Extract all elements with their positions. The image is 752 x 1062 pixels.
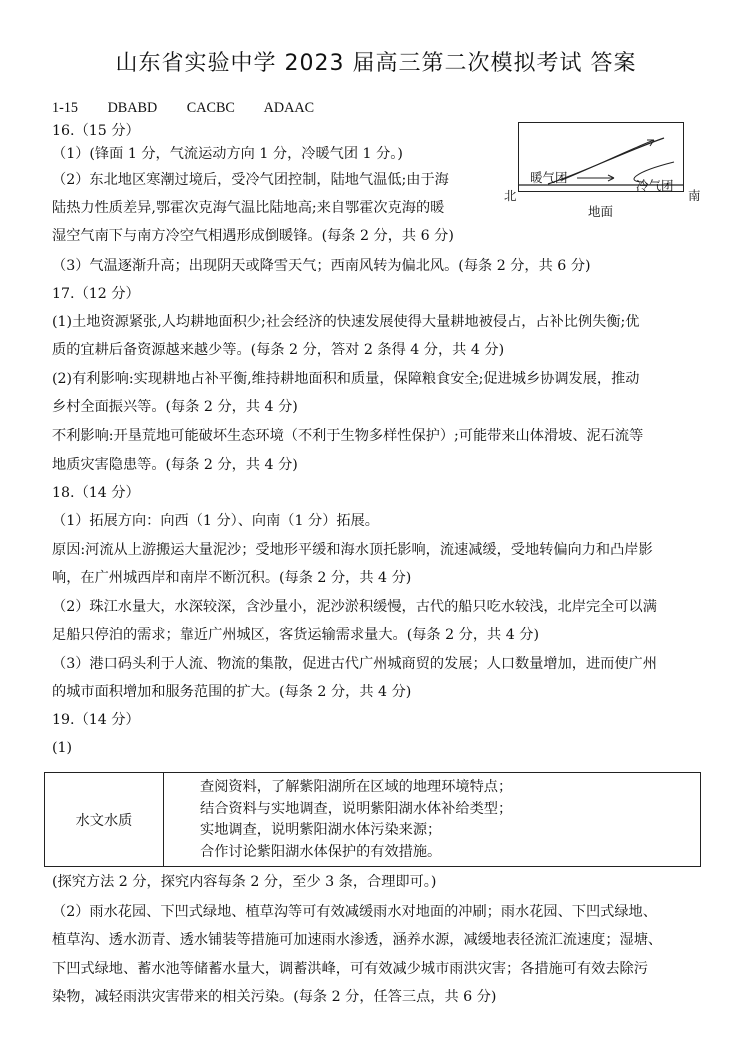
q18-line-1: （1）拓展方向：向西（1 分）、向南（1 分）拓展。: [52, 513, 379, 529]
inquiry-table: [44, 772, 701, 867]
q19-line-4: 染物，减轻雨洪灾害带来的相关污染。(每条 2 分，任答三点，共 6 分): [52, 989, 497, 1005]
q16-line-4: 湿空气南下与南方冷空气相遇形成倒暖锋。(每条 2 分，共 6 分): [52, 228, 454, 244]
q19-note: (探究方法 2 分，探究内容每条 2 分，至少 3 条，合理即可。): [52, 874, 437, 890]
diagram-ground-label: 地面: [588, 204, 614, 219]
q19-line-1: （2）雨水花园、下凹式绿地、植草沟等可有效减缓雨水对地面的冲刷；雨水花园、下凹式绿地、: [52, 904, 657, 920]
q18-line-3: 响，在广州城西岸和南岸不断沉积。(每条 2 分，共 4 分): [52, 570, 412, 586]
q17-heading: 17.（12 分）: [52, 286, 140, 302]
q17-line-2: 质的宜耕后备资源越来越少等。(每条 2 分，答对 2 条得 4 分，共 4 分): [52, 342, 505, 358]
q19-line-3: 下凹式绿地、蓄水池等储蓄水量大，调蓄洪峰，可有效减少城市雨洪灾害；各措施可有效去除污: [52, 961, 648, 977]
choice-group-3: ADAAC: [263, 100, 315, 116]
table-row: 结合资料与实地调查，说明紫阳湖水体补给类型；: [200, 800, 513, 817]
q19-line-2: 植草沟、透水沥青、透水铺装等措施可加速雨水渗透，涵养水源，减缓地表径流汇流速度；湿塘、: [52, 932, 663, 948]
table-row: 合作讨论紫阳湖水体保护的有效措施。: [200, 843, 442, 860]
table-row: 查阅资料，了解紫阳湖所在区域的地理环境特点；: [200, 779, 513, 795]
table-category-cell: [45, 773, 164, 866]
q17-line-6: 地质灾害隐患等。(每条 2 分，共 4 分): [52, 457, 298, 473]
q18-line-6: （3）港口码头利于人流、物流的集散，促进古代广州城商贸的发展；人口数量增加，进而使广州: [52, 656, 657, 672]
q18-line-5: 足船只停泊的需求；靠近广州城区，客货运输需求量大。(每条 2 分，共 4 分): [52, 627, 539, 643]
choice-range: 1-15: [52, 100, 79, 116]
diagram-north-label: 北: [504, 188, 517, 203]
q18-heading: 18.（14 分）: [52, 485, 140, 501]
q18-line-2: 原因:河流从上游搬运大量泥沙；受地形平缓和海水顶托影响，流速减缓，受地转偏向力和凸岸影: [52, 542, 653, 558]
front-diagram: [504, 122, 700, 232]
q18-line-4: （2）珠江水量大，水深较深，含沙量小，泥沙淤积缓慢，古代的船只吃水较浅，北岸完全可以满: [52, 599, 657, 615]
q16-line-1: （1）(锋面 1 分，气流运动方向 1 分，冷暖气团 1 分。): [52, 146, 403, 162]
q17-line-1: (1)土地资源紧张,人均耕地面积少;社会经济的快速发展使得大量耕地被侵占，占补比例失衡;优: [52, 314, 640, 330]
choice-answers: [52, 98, 340, 118]
q16-line-5: （3）气温逐渐升高；出现阴天或降雪天气；西南风转为偏北风。(每条 2 分，共 6 分): [52, 258, 591, 274]
q16-heading: 16.（15 分）: [52, 123, 140, 139]
diagram-cold-label: 冷气团: [636, 178, 674, 193]
q19-sub1: (1): [52, 740, 73, 756]
table-category-label: 水文水质: [75, 812, 133, 829]
choice-group-1: DBABD: [107, 100, 158, 116]
q17-line-5: 不利影响:开垦荒地可能破坏生态环境（不利于生物多样性保护）;可能带来山体滑坡、泥石流等: [52, 428, 644, 444]
q17-line-4: 乡村全面振兴等。(每条 2 分，共 4 分): [52, 399, 298, 415]
q19-heading: 19.（14 分）: [52, 712, 140, 728]
diagram-south-label: 南: [688, 188, 701, 203]
q16-line-2: （2）东北地区寒潮过境后，受冷气团控制，陆地气温低;由于海: [52, 172, 449, 188]
q16-line-3: 陆热力性质差异,鄂霍次克海气温比陆地高;来自鄂霍次克海的暖: [52, 200, 445, 216]
page-title: 山东省实验中学 2023 届高三第二次模拟考试 答案: [115, 51, 637, 76]
table-content-cell: [200, 777, 690, 863]
airflow-arrow: [562, 140, 654, 180]
q18-line-7: 的城市面积增加和服务范围的扩大。(每条 2 分，共 4 分): [52, 684, 412, 700]
choice-group-2: CACBC: [186, 100, 235, 116]
diagram-warm-label: 暖气团: [530, 170, 568, 185]
table-row: 实地调查，说明紫阳湖水体污染来源；: [200, 822, 442, 838]
q17-line-3: (2)有利影响:实现耕地占补平衡,维持耕地面积和质量，保障粮食安全;促进城乡协调发展，推动: [52, 371, 640, 387]
